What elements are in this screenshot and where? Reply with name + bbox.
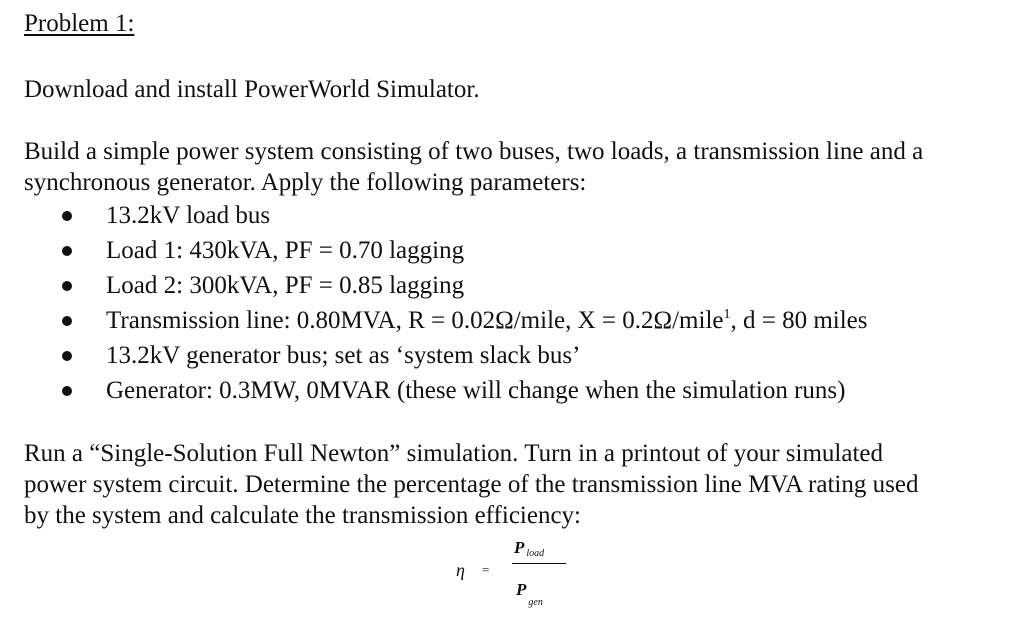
parameter-item bbox=[0, 233, 868, 268]
parameter-text: Load 1: 430kVA, PF = 0.70 lagging bbox=[106, 237, 465, 264]
bullet-icon bbox=[62, 281, 72, 291]
problem-title bbox=[24, 10, 134, 38]
run-instruction bbox=[24, 438, 1004, 531]
efficiency-formula bbox=[456, 538, 586, 618]
run-line-1: Run a “Single-Solution Full Newton” simulation. Turn in a printout of your simulated bbox=[24, 440, 883, 467]
parameter-text: Generator: 0.3MW, 0MVAR (these will change when the simulation runs) bbox=[106, 377, 846, 404]
numerator-subscript: load bbox=[526, 548, 545, 559]
eta-symbol: η bbox=[456, 560, 465, 580]
denominator-subscript: gen bbox=[528, 597, 543, 608]
run-line-3: by the system and calculate the transmission efficiency: bbox=[24, 502, 582, 529]
bullet-icon bbox=[62, 351, 72, 361]
footnote-marker: 1 bbox=[723, 307, 731, 322]
bullet-icon bbox=[62, 386, 72, 396]
numerator-symbol: P bbox=[514, 538, 525, 557]
download-instruction: Download and install PowerWorld Simulator. bbox=[24, 76, 480, 103]
run-line-2: power system circuit. Determine the percentage of the transmission line MVA rating used bbox=[24, 471, 919, 498]
parameter-text: 13.2kV generator bus; set as ‘system slack bus’ bbox=[106, 342, 581, 369]
parameter-text: Load 2: 300kVA, PF = 0.85 lagging bbox=[106, 272, 465, 299]
problem-title-colon: : bbox=[127, 10, 135, 37]
bullet-icon bbox=[62, 211, 72, 221]
denominator-symbol: P bbox=[516, 580, 527, 599]
build-line-1: Build a simple power system consisting of two buses, two loads, a transmission line and a bbox=[24, 138, 924, 165]
formula-denominator bbox=[516, 580, 543, 608]
build-line-2: synchronous generator. Apply the following parameters: bbox=[24, 169, 587, 196]
parameter-list bbox=[0, 198, 868, 408]
fraction-bar bbox=[512, 563, 566, 564]
parameter-text: 13.2kV load bus bbox=[106, 202, 271, 229]
parameter-item bbox=[0, 303, 868, 338]
bullet-icon bbox=[62, 246, 72, 256]
equals-sign: = bbox=[482, 562, 490, 577]
build-instruction bbox=[24, 136, 1004, 198]
parameter-text-tail: , d = 80 miles bbox=[730, 307, 868, 334]
parameter-item bbox=[0, 373, 868, 408]
bullet-icon bbox=[62, 316, 72, 326]
parameter-item bbox=[0, 268, 868, 303]
formula-numerator bbox=[514, 538, 544, 559]
parameter-item bbox=[0, 198, 868, 233]
problem-title-text: Problem 1 bbox=[24, 10, 128, 37]
parameter-item bbox=[0, 338, 868, 373]
parameter-text: Transmission line: 0.80MVA, R = 0.02Ω/mile, X = 0.2Ω/mile bbox=[106, 307, 724, 334]
